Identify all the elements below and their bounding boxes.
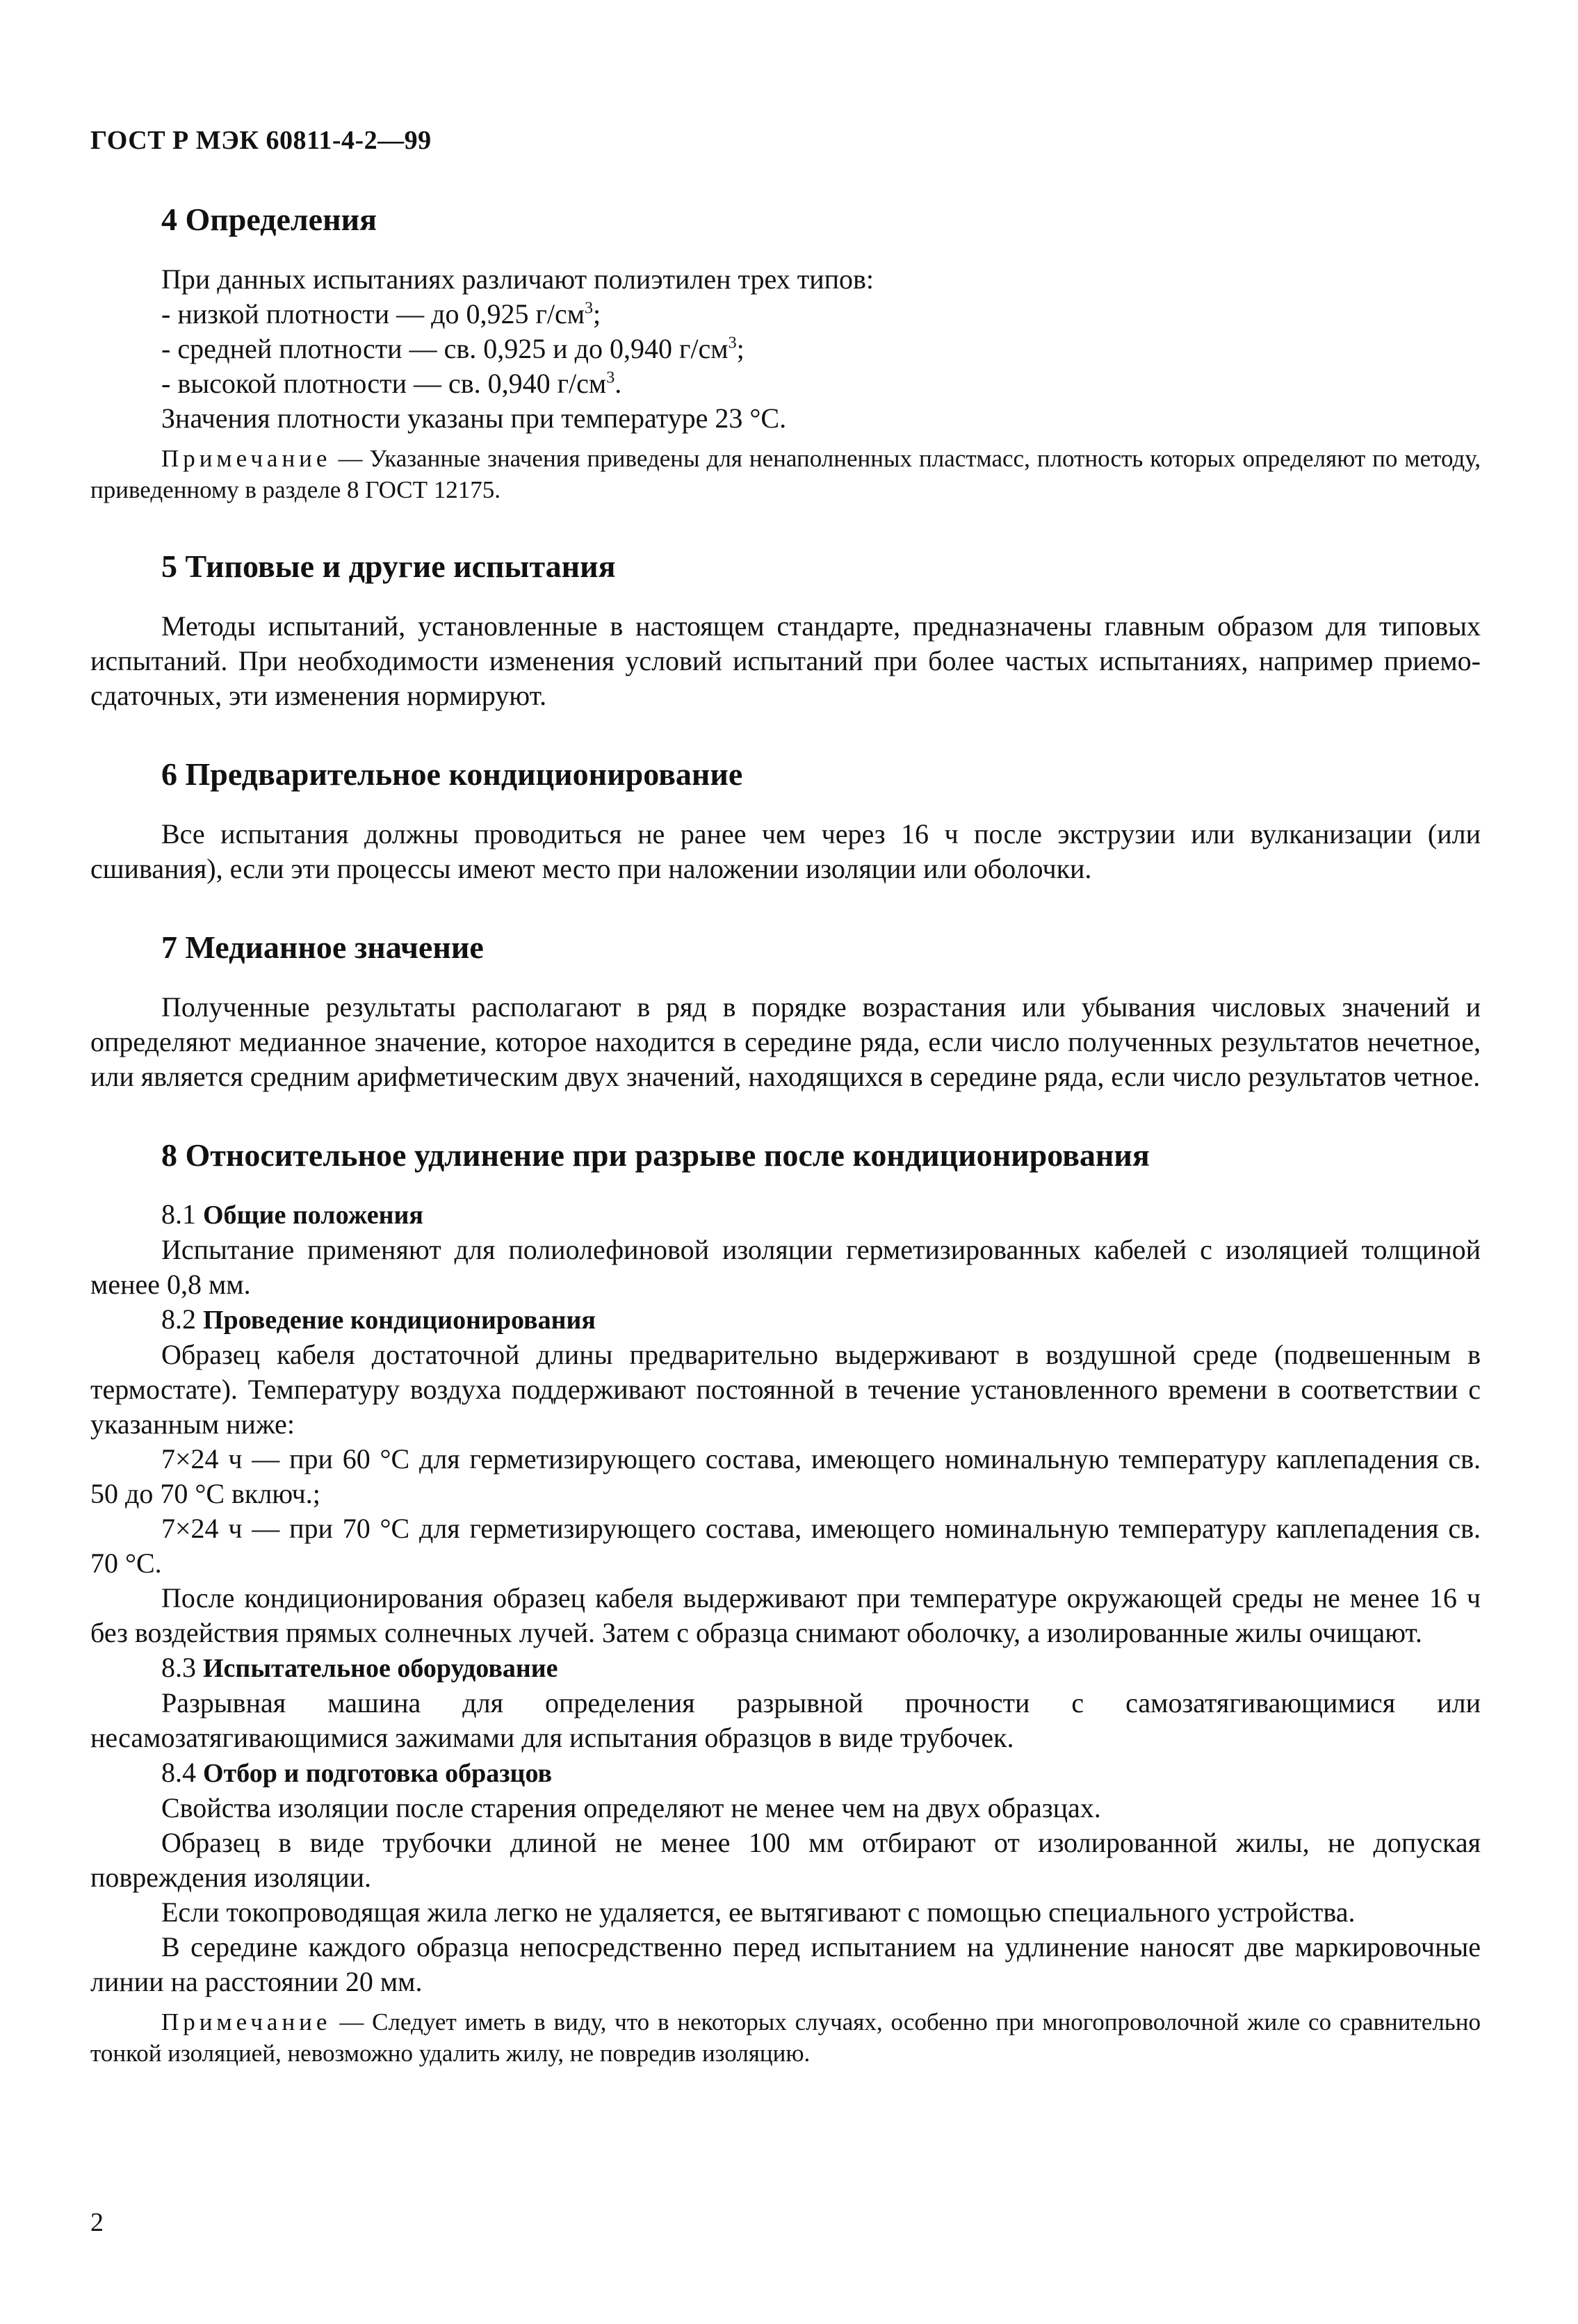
note-text: — Указанные значения приведены для ненаполненных пластмасс, плотность которых определяют по методу, приведенному в разделе 8 ГОСТ 12175. — [90, 444, 1481, 503]
section-4-intro: При данных испытаниях различают полиэтилен трех типов: — [161, 263, 874, 295]
section-7-title: 7 Медианное значение — [161, 929, 484, 965]
subsection-8-3-heading: 8.3 Испытательное оборудование — [161, 1652, 558, 1684]
page-number: 2 — [90, 2208, 104, 2237]
section-6-text: Все испытания должны проводиться не ранее чем через 16 ч после экструзии или вулканизации (или сшивания), если эти процессы имеют место при наложении изоляции или оболочки. — [90, 818, 1481, 884]
subsection-8-2-heading: 8.2 Проведение кондиционирования — [161, 1303, 596, 1335]
subsection-8-4-text-4: В середине каждого образца непосредственно перед испытанием на удлинение наносят две маркировочные линии на расстоянии 20 мм. — [90, 1931, 1481, 1998]
section-5-title: 5 Типовые и другие испытания — [161, 548, 616, 584]
subsection-8-4-heading: 8.4 Отбор и подготовка образцов — [161, 1757, 553, 1789]
conditioning-mode-60: 7×24 ч — при 60 °С для герметизирующего состава, имеющего номинальную температуру каплепадения св. 50 до 70 °С включ.; — [90, 1443, 1481, 1510]
density-temperature-note: Значения плотности указаны при температуре 23 °С. — [161, 402, 787, 434]
section-7 — [90, 929, 1481, 1094]
note-text: — Следует иметь в виду, что в некоторых случаях, особенно при многопроволочной жиле со сравнительно тонкой изоляцией, невозможно удалить жилу, не повредив изоляцию. — [90, 2008, 1481, 2067]
post-conditioning-text: После кондиционирования образец кабеля выдерживают при температуре окружающей среды не менее 16 ч без воздействия прямых солнечных лучей. Затем с образца снимают оболочку, а изолированные жилы очищают. — [90, 1582, 1481, 1649]
note-label: Примечание — [161, 2008, 332, 2036]
density-item-low: - низкой плотности — до 0,925 $г/см^3$; — [161, 298, 601, 330]
section-4-title: 4 Определения — [161, 202, 377, 237]
subsection-8-3-text: Разрывная машина для определения разрывной прочности с самозатягивающимися или несамозатягивающимися зажимами для испытания образцов в виде трубочек. — [90, 1687, 1481, 1754]
page-content — [90, 202, 1481, 2112]
section-5-text: Методы испытаний, установленные в настоящем стандарте, предназначены главным образом для типовых испытаний. При необходимости изменения условий испытаний при более частых испытаниях, например приемо-сдаточных, эти изменения нормируют. — [90, 610, 1481, 711]
subsection-8-4-text-1: Свойства изоляции после старения определяют не менее чем на двух образцах. — [161, 1792, 1101, 1824]
section-8-title: 8 Относительное удлинение при разрыве после кондиционирования — [161, 1137, 1150, 1173]
note-label: Примечание — [161, 444, 332, 472]
standard-code-header: ГОСТ Р МЭК 60811-4-2—99 — [90, 126, 432, 155]
section-8 — [90, 1137, 1481, 2070]
section-5 — [90, 549, 1481, 713]
section-8-note — [90, 2006, 1481, 2069]
subsection-8-4-text-3: Если токопроводящая жила легко не удаляется, ее вытягивают с помощью специального устройства. — [161, 1896, 1356, 1928]
section-4-note — [90, 443, 1481, 505]
section-6-title: 6 Предварительное кондиционирование — [161, 756, 743, 792]
conditioning-mode-70: 7×24 ч — при 70 °С для герметизирующего состава, имеющего номинальную температуру каплепадения св. 70 °С. — [90, 1513, 1481, 1579]
section-4 — [90, 202, 1481, 505]
density-item-medium: - средней плотности — св. 0,925 и до 0,940 $г/см^3$; — [161, 332, 745, 364]
section-7-text: Полученные результаты располагают в ряд в порядке возрастания или убывания числовых значений и определяют медианное значение, которое находится в середине ряда, если число полученных результатов нечетное, или является средним арифметическим двух значений, находящихся в середине ряда, если число результатов четное. — [90, 991, 1481, 1092]
subsection-8-4-text-2: Образец в виде трубочки длиной не менее 100 мм отбирают от изолированной жилы, не допуская повреждения изоляции. — [90, 1827, 1481, 1894]
subsection-8-1-text: Испытание применяют для полиолефиновой изоляции герметизированных кабелей с изоляцией толщиной менее 0,8 мм. — [90, 1234, 1481, 1301]
subsection-8-1-heading: 8.1 Общие положения — [161, 1198, 423, 1230]
density-item-high: - высокой плотности — св. 0,940 $г/см^3$. — [161, 367, 622, 399]
subsection-8-2-text: Образец кабеля достаточной длины предварительно выдерживают в воздушной среде (подвешенным в термостате). Температуру воздуха поддерживают постоянной в течение установленного времени в соответствии с указанным ниже: — [90, 1339, 1481, 1440]
section-6 — [90, 756, 1481, 886]
